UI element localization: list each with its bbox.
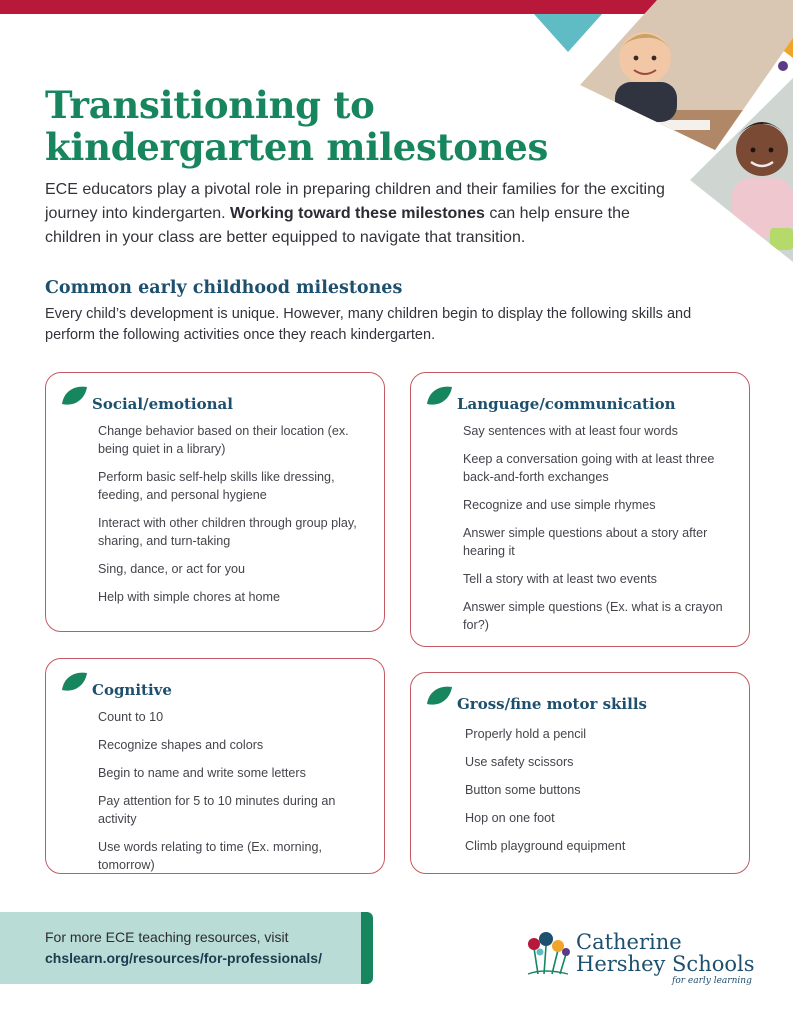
list-item: Button some buttons bbox=[465, 783, 581, 797]
card-title: Social/emotional bbox=[92, 395, 233, 413]
card-social-emotional bbox=[45, 372, 385, 632]
list-item: Recognize shapes and colors bbox=[98, 738, 264, 752]
list-item: Help with simple chores at home bbox=[98, 590, 280, 604]
leaf-icon bbox=[425, 384, 453, 408]
list-item: Pay attention for 5 to 10 minutes during an activity bbox=[98, 794, 336, 826]
logo-name-line-2: Hershey Schools bbox=[576, 952, 755, 976]
intro-text-start: ECE educators play a pivotal role in preparing children and their families for the exciting journey into kindergarten. bbox=[45, 181, 665, 222]
list-item: Interact with other children through group play, sharing, and turn-taking bbox=[98, 516, 357, 548]
list-item: Count to 10 bbox=[98, 710, 164, 724]
list-item: Say sentences with at least four words bbox=[463, 424, 678, 438]
list-item: Sing, dance, or act for you bbox=[98, 562, 246, 576]
leaf-icon bbox=[60, 670, 88, 694]
page-title-line-1: Transitioning to bbox=[45, 83, 375, 127]
milestone-list bbox=[463, 422, 735, 644]
list-item: Begin to name and write some letters bbox=[98, 766, 306, 780]
intro-paragraph bbox=[45, 178, 685, 250]
card-title: Cognitive bbox=[92, 681, 172, 699]
list-item: Climb playground equipment bbox=[465, 839, 626, 853]
card-cognitive bbox=[45, 658, 385, 874]
flower-logo-icon bbox=[524, 928, 572, 978]
list-item: Answer simple questions about a story after hearing it bbox=[463, 526, 708, 558]
milestone-list bbox=[465, 725, 735, 865]
list-item: Hop on one foot bbox=[465, 811, 555, 825]
intro-text-end: can help ensure the children in your class are better equipped to navigate that transition. bbox=[45, 205, 630, 246]
leaf-icon bbox=[60, 384, 88, 408]
list-item: Keep a conversation going with at least three back-and-forth exchanges bbox=[463, 452, 715, 484]
section-description: Every child’s development is unique. However, many children begin to display the following skills and perform the following activities once they reach kindergarten. bbox=[45, 306, 692, 343]
footer-banner bbox=[0, 912, 373, 984]
list-item: Perform basic self-help skills like dressing, feeding, and personal hygiene bbox=[98, 470, 335, 502]
logo-wordmark bbox=[576, 931, 776, 975]
list-item: Change behavior based on their location (ex. being quiet in a library) bbox=[98, 424, 349, 456]
list-item: Tell a story with at least two events bbox=[463, 572, 657, 586]
teal-triangle bbox=[534, 14, 602, 52]
card-language-communication bbox=[410, 372, 750, 647]
page-title-line-2: kindergarten milestones bbox=[45, 125, 549, 169]
section-title: Common early childhood milestones bbox=[45, 278, 403, 298]
intro-emphasis: Working toward these milestones bbox=[230, 205, 485, 222]
logo-name-line-1: Catherine bbox=[576, 930, 682, 954]
page-title bbox=[45, 84, 605, 168]
card-motor-skills bbox=[410, 672, 750, 874]
resources-link[interactable]: chslearn.org/resources/for-professionals/ bbox=[45, 950, 322, 966]
list-item: Use words relating to time (Ex. morning, tomorrow) bbox=[98, 840, 322, 872]
list-item: Recognize and use simple rhymes bbox=[463, 498, 656, 512]
leaf-icon bbox=[425, 684, 453, 708]
card-title: Gross/fine motor skills bbox=[457, 695, 647, 713]
list-item: Answer simple questions (Ex. what is a crayon for?) bbox=[463, 600, 723, 632]
milestone-list bbox=[98, 422, 370, 616]
footer-text: For more ECE teaching resources, visit bbox=[45, 929, 289, 945]
card-title: Language/communication bbox=[457, 395, 676, 413]
list-item: Properly hold a pencil bbox=[465, 727, 587, 741]
logo-tagline: for early learning bbox=[672, 976, 752, 986]
purple-dot bbox=[778, 61, 788, 71]
list-item: Use safety scissors bbox=[465, 755, 574, 769]
milestone-list bbox=[98, 708, 370, 884]
